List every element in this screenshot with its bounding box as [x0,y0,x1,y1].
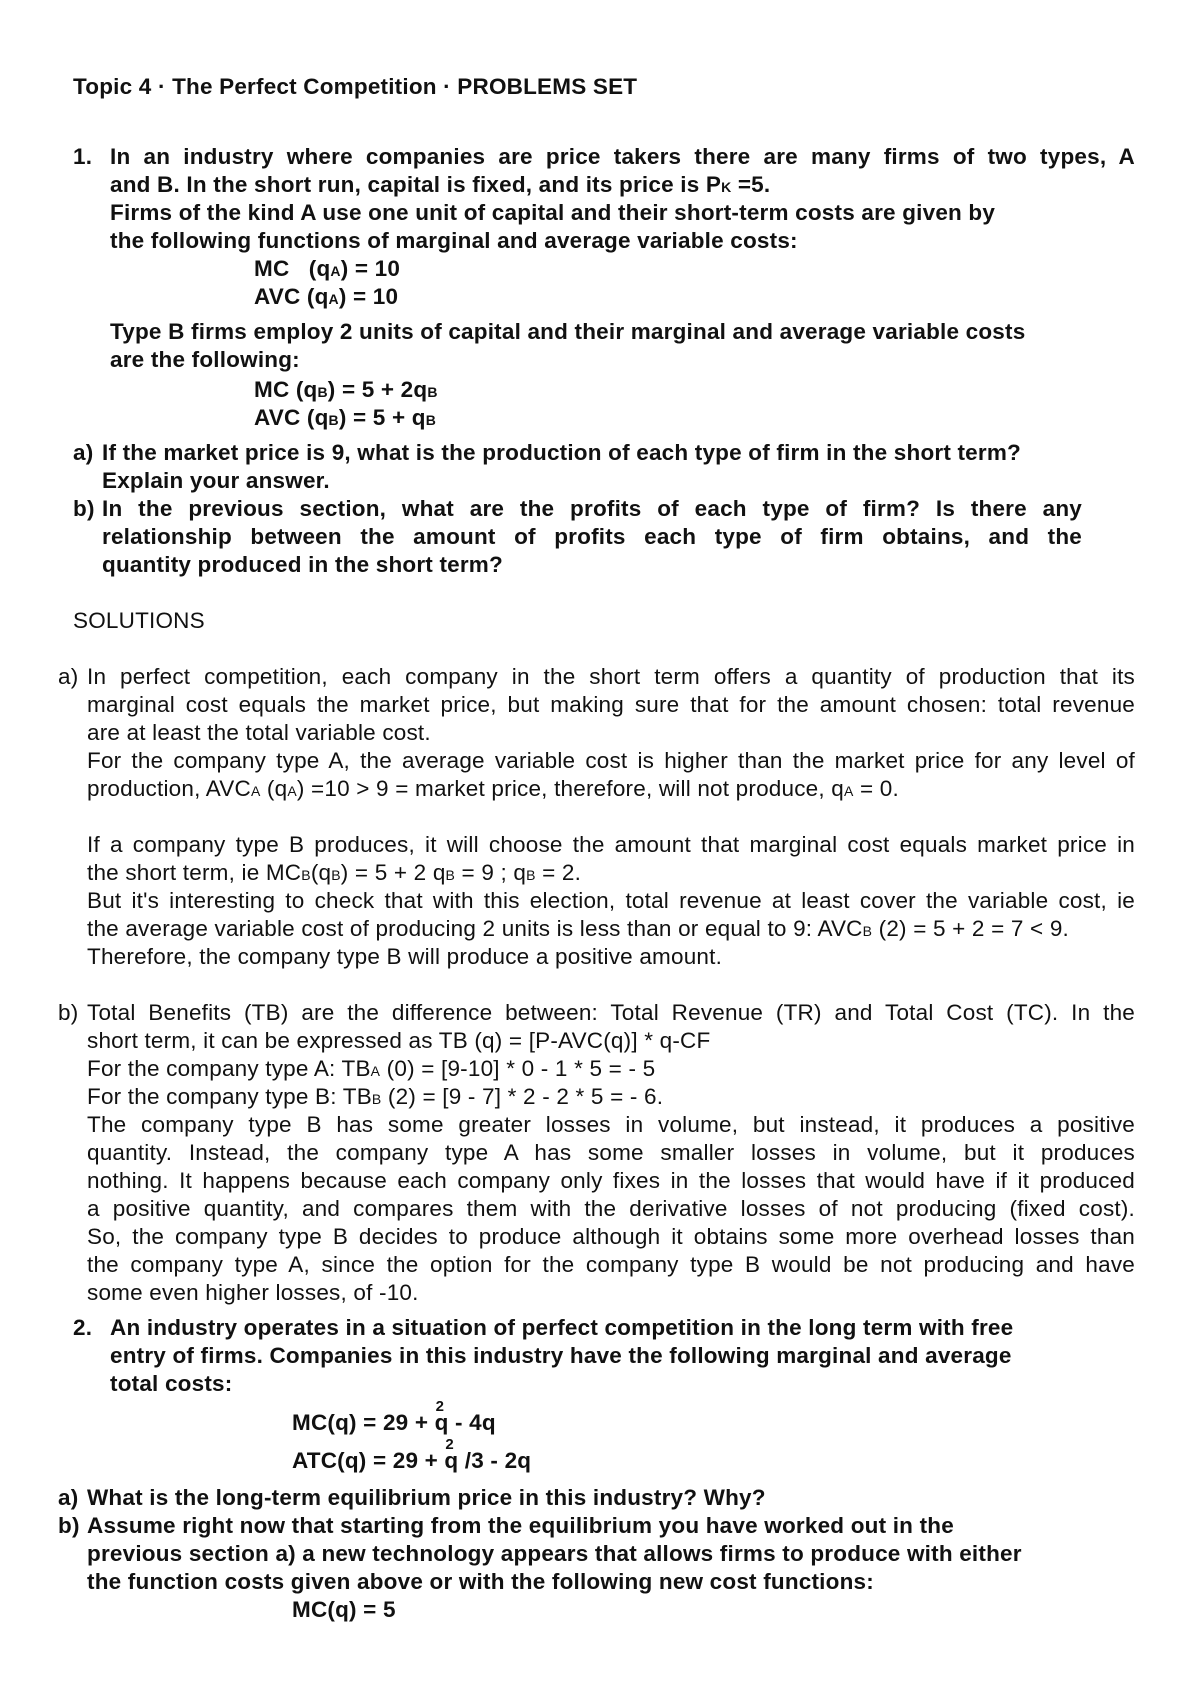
question-text-line: the function costs given above or with the following new cost functions: [87,1569,874,1594]
question-text-line: Explain your answer. [102,468,330,493]
problem-text-line: In an industry where companies are price takers there are many firms of two types, A [110,144,1135,169]
formula-mc-a: MC (qA) = 10 [254,256,401,281]
formula-mc-b: MC (qB) = 5 + 2qB [254,377,438,402]
problem-text-line: Type B firms employ 2 units of capital and their marginal and average variable costs [110,319,1026,344]
problem-number: 1. [73,144,93,169]
solution-label: a) [58,664,79,689]
solution-text-line: production, AVCA (qA) =10 > 9 = market price, therefore, will not produce, qA = 0. [87,776,899,801]
solution-text-line: the company type A, since the option for the company type B would be not producing and have [87,1252,1135,1277]
formula-mc-new: MC(q) = 5 [292,1597,396,1622]
problem-text-line: entry of firms. Companies in this industry have the following marginal and average [110,1343,1012,1368]
solution-text-line: For the company type A: TBA (0) = [9-10] * 0 - 1 * 5 = - 5 [87,1056,656,1081]
solution-text-line: nothing. It happens because each company only fixes in the losses that would have if it produced [87,1168,1135,1193]
question-text-line: relationship between the amount of profits each type of firm obtains, and the [102,524,1082,549]
question-label: b) [58,1513,80,1538]
question-label: a) [73,440,94,465]
solution-text-line: Therefore, the company type B will produce a positive amount. [87,944,723,969]
problem-text-line: An industry operates in a situation of perfect competition in the long term with free [110,1315,1014,1340]
solution-text-line: short term, it can be expressed as TB (q) = [P-AVC(q)] * q-CF [87,1028,711,1053]
solution-text-line: marginal cost equals the market price, but making sure that for the amount chosen: total revenue [87,692,1135,717]
question-text-line: What is the long-term equilibrium price in this industry? Why? [87,1485,766,1510]
solution-text-line: Total Benefits (TB) are the difference between: Total Revenue (TR) and Total Cost (TC). In the [87,1000,1135,1025]
solution-text-line: The company type B has some greater losses in volume, but instead, it produces a positive [87,1112,1135,1137]
solutions-heading: SOLUTIONS [73,608,205,633]
solution-text-line: For the company type A, the average variable cost is higher than the market price for any level of [87,748,1135,773]
problem-text-line: are the following: [110,347,300,372]
question-text-line: previous section a) a new technology appears that allows firms to produce with either [87,1541,1022,1566]
formula-avc-b: AVC (qB) = 5 + qB [254,405,436,430]
solution-label: b) [58,1000,79,1025]
problem-text-line: the following functions of marginal and average variable costs: [110,228,798,253]
formula-avc-a: AVC (qA) = 10 [254,284,399,309]
solution-text-line: If a company type B produces, it will choose the amount that marginal cost equals market price in [87,832,1135,857]
problem-text-line: and B. In the short run, capital is fixed, and its price is PK =5. [110,172,771,197]
solution-text-line: But it's interesting to check that with this election, total revenue at least cover the variable cost, ie [87,888,1135,913]
solution-text-line: In perfect competition, each company in the short term offers a quantity of production that its [87,664,1135,689]
solution-text-line: quantity. Instead, the company type A has some smaller losses in volume, but it produces [87,1140,1135,1165]
page-title: Topic 4 · The Perfect Competition · PROBLEMS SET [73,74,638,99]
question-text-line: Assume right now that starting from the equilibrium you have worked out in the [87,1513,954,1538]
solution-text-line: a positive quantity, and compares them with the derivative losses of not producing (fixed cost). [87,1196,1135,1221]
solution-text-line: the average variable cost of producing 2 units is less than or equal to 9: AVCB (2) = 5 + 2 = 7 < 9. [87,916,1070,941]
question-label: a) [58,1485,79,1510]
solution-text-line: the short term, ie MCB(qB) = 5 + 2 qB = 9 ; qB = 2. [87,860,582,885]
question-label: b) [73,496,95,521]
question-text-line: In the previous section, what are the profits of each type of firm? Is there any [102,496,1082,521]
solution-text-line: some even higher losses, of -10. [87,1280,419,1305]
problem-text-line: Firms of the kind A use one unit of capital and their short-term costs are given by [110,200,996,225]
question-text-line: If the market price is 9, what is the production of each type of firm in the short term? [102,440,1021,465]
solution-text-line: So, the company type B decides to produce although it obtains some more overhead losses than [87,1224,1135,1249]
solution-text-line: are at least the total variable cost. [87,720,431,745]
solution-text-line: For the company type B: TBB (2) = [9 - 7] * 2 - 2 * 5 = - 6. [87,1084,664,1109]
problem-number: 2. [73,1315,93,1340]
question-text-line: quantity produced in the short term? [102,552,503,577]
formula-atc: ATC(q) = 29 + q 2 /3 - 2q [292,1436,532,1473]
problem-text-line: total costs: [110,1371,233,1396]
formula-mc: MC(q) = 29 + q 2 - 4q [292,1398,496,1435]
